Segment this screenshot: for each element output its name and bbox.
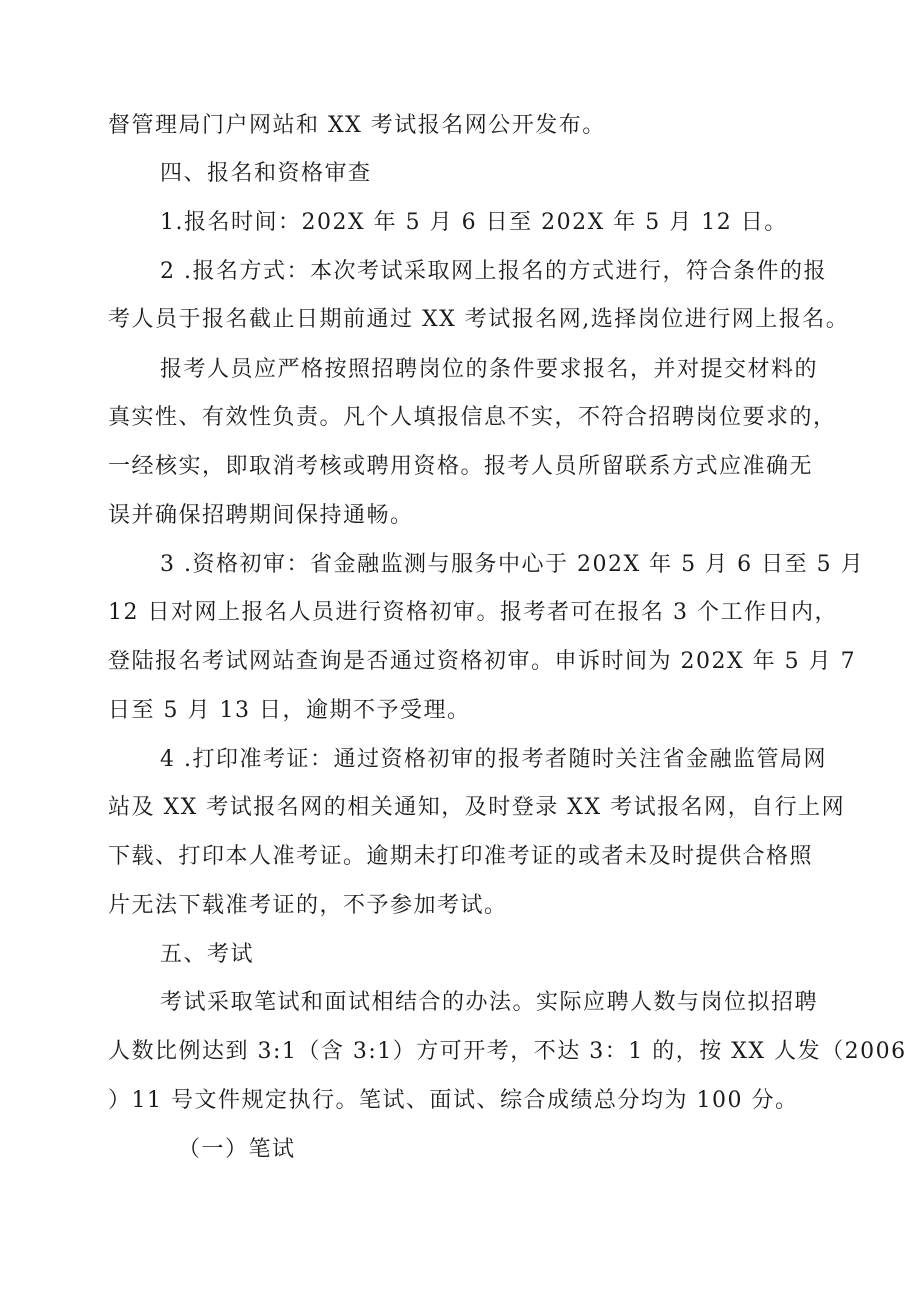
paragraph-line: 人数比例达到 3:1（含 3:1）方可开考，不达 3：1 的，按 XX 人发（2006: [108, 1039, 907, 1064]
paragraph-line: 误并确保招聘期间保持通畅。: [108, 503, 414, 528]
paragraph-line: 考人员于报名截止日期前通过 XX 考试报名网,选择岗位进行网上报名。: [108, 307, 850, 332]
paragraph-line: 下载、打印本人准考证。逾期未打印准考证的或者未及时提供合格照: [108, 844, 814, 869]
paragraph-line: 报考人员应严格按照招聘岗位的条件要求报名，并对提交材料的: [160, 357, 819, 382]
section-heading: 五、考试: [160, 942, 255, 967]
paragraph-line: 站及 XX 考试报名网的相关通知，及时登录 XX 考试报名网，自行上网: [108, 795, 846, 820]
paragraph-line: 考试采取笔试和面试相结合的办法。实际应聘人数与岗位拟招聘: [160, 990, 819, 1015]
paragraph-line: 真实性、有效性负责。凡个人填报信息不实，不符合招聘岗位要求的，: [108, 405, 837, 430]
paragraph-line: 1.报名时间：202X 年 5 月 6 日至 202X 年 5 月 12 日。: [160, 210, 788, 235]
paragraph-line: ）11 号文件规定执行。笔试、面试、综合成绩总分均为 100 分。: [108, 1088, 799, 1113]
paragraph-line: 2 .报名方式：本次考试采取网上报名的方式进行，符合条件的报: [160, 259, 827, 284]
paragraph-line: 4 .打印准考证：通过资格初审的报考者随时关注省金融监管局网: [160, 747, 827, 772]
paragraph-line: 日至 5 月 13 日，逾期不予受理。: [108, 698, 471, 723]
paragraph-line: 督管理局门户网站和 XX 考试报名网公开发布。: [108, 113, 606, 138]
paragraph-line: 12 日对网上报名人员进行资格初审。报考者可在报名 3 个工作日内，: [108, 600, 838, 625]
paragraph-line: 登陆报名考试网站查询是否通过资格初审。申诉时间为 202X 年 5 月 7: [108, 649, 857, 674]
paragraph-line: 3 .资格初审：省金融监测与服务中心于 202X 年 5 月 6 日至 5 月: [160, 552, 865, 577]
paragraph-line: 一经核实，即取消考核或聘用资格。报考人员所留联系方式应准确无: [108, 454, 814, 479]
section-heading: 四、报名和资格审查: [160, 161, 372, 186]
paragraph-line: 片无法下载准考证的，不予参加考试。: [108, 893, 508, 918]
subsection-heading: （一）笔试: [178, 1137, 296, 1162]
